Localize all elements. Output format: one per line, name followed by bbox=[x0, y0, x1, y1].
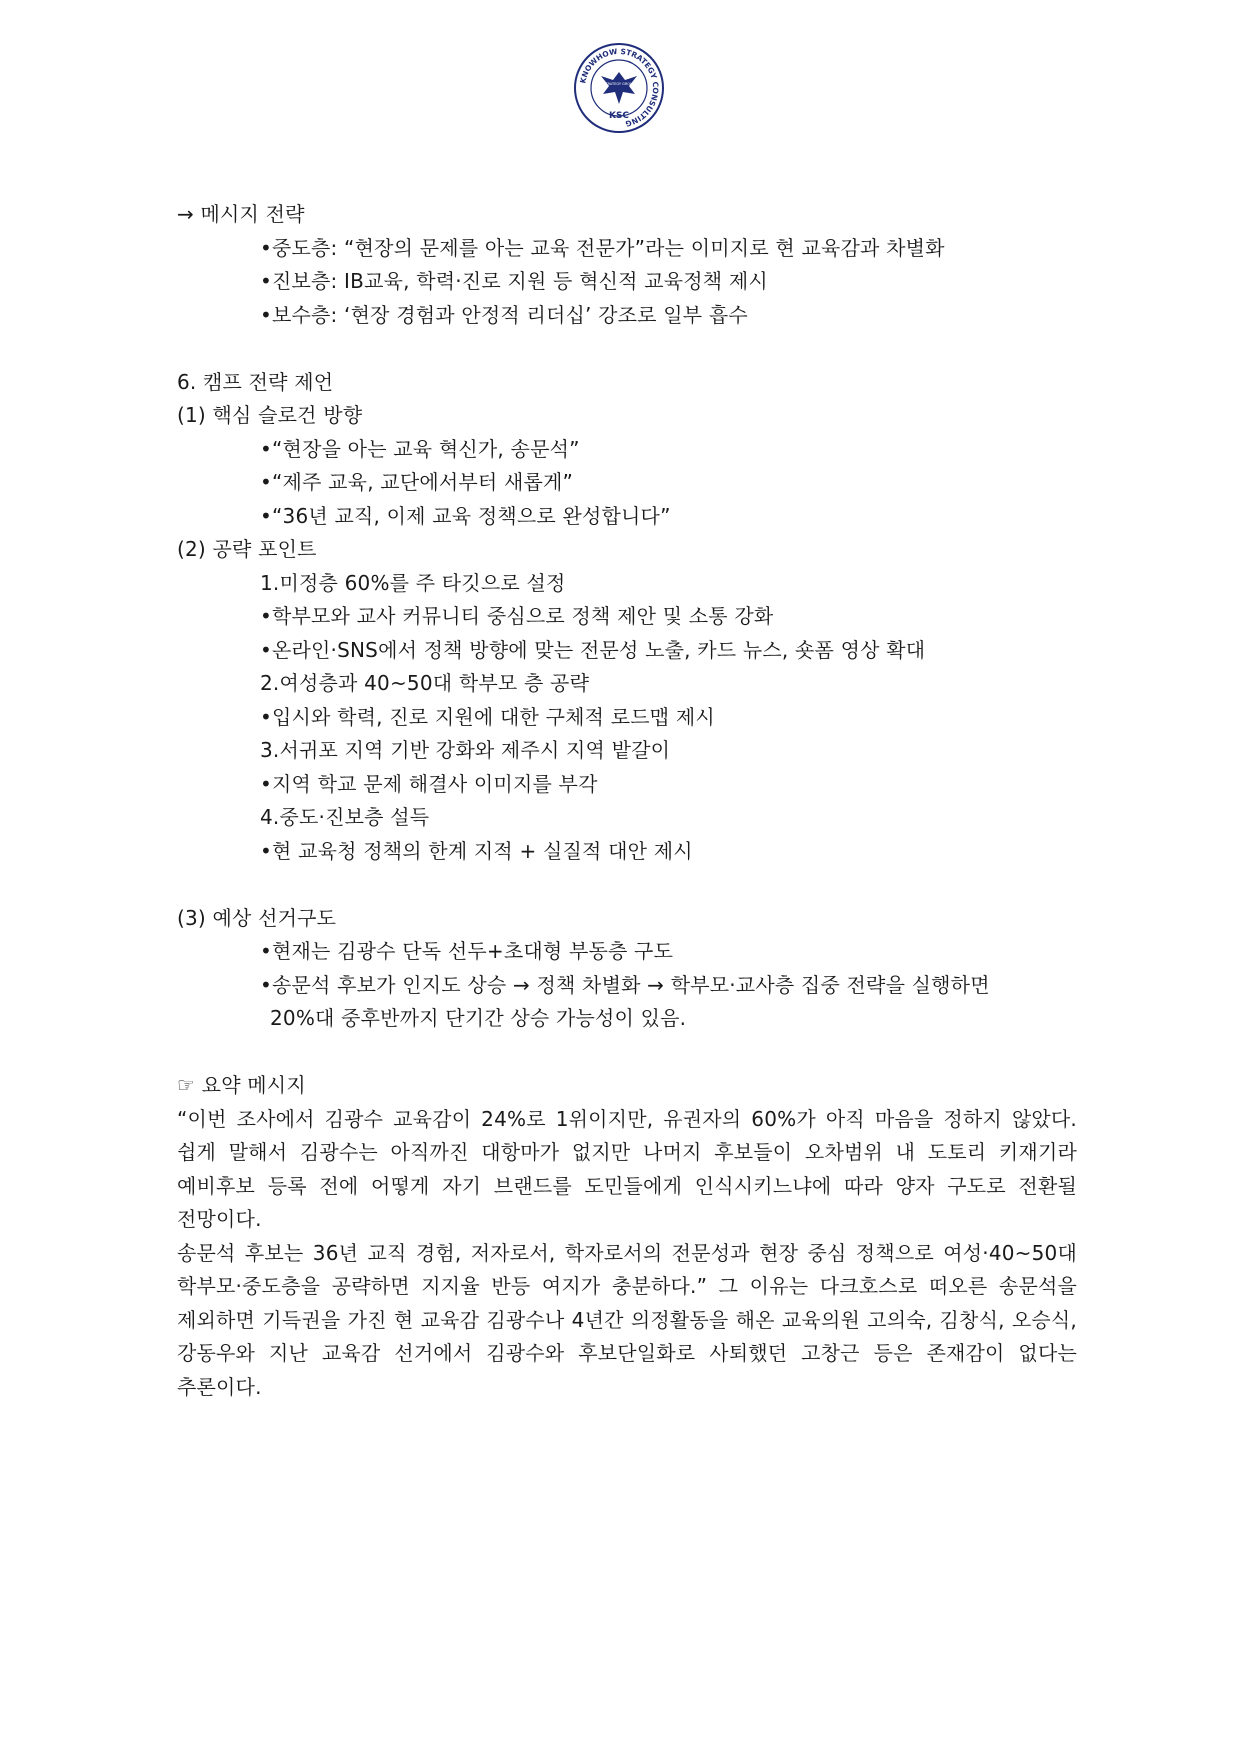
point-item: •온라인·SNS에서 정책 방향에 맞는 전문성 노출, 카드 뉴스, 숏폼 영상 확대 bbox=[260, 637, 926, 662]
eagle-icon bbox=[601, 72, 637, 104]
point-heading: 1.미정층 60%를 주 타깃으로 설정 bbox=[260, 570, 566, 595]
summary-paragraph: 송문석 후보는 36년 교직 경험, 저자로서, 학자로서의 전문성과 현장 중심 정책으로 여성·40~50대 학부모·중도층을 공략하면 지지율 반등 여지가 충분하다.” 그 이유는 다크호스로 떠오른 송문석을 제외하면 기득권을 가진 현 교육감 김광수나 4년간 의정활동을 해온 교육의원 고의숙, 김창식, 오승식, 강동우와 지난 교육감 선거에서 김광수와 후보단일화로 사퇴했던 고창근 등은 존재감이 없다는 추론이다. bbox=[177, 1240, 1077, 1399]
slogan-item: •“제주 교육, 교단에서부터 새롭게” bbox=[260, 470, 574, 494]
point-item: •현 교육청 정책의 한계 지적 + 실질적 대안 제시 bbox=[260, 838, 693, 863]
point-item: •입시와 학력, 진로 지원에 대한 구체적 로드맵 제시 bbox=[260, 704, 715, 729]
document-body bbox=[177, 198, 1077, 1404]
slogan-item: •“현장을 아는 교육 혁신가, 송문석” bbox=[260, 436, 580, 461]
company-logo bbox=[573, 42, 665, 134]
slogan-item: •“36년 교직, 이제 교육 정책으로 완성합니다” bbox=[260, 503, 671, 528]
message-item: •중도층: “현장의 문제를 아는 교육 전문가”라는 이미지로 현 교육감과 차별화 bbox=[260, 235, 945, 260]
election-item: •현재는 김광수 단독 선두+초대형 부동층 구도 bbox=[260, 939, 674, 963]
point-heading: 4.중도·진보층 설득 bbox=[260, 805, 430, 829]
message-item: •보수층: ‘현장 경험과 안정적 리더십’ 강조로 일부 흡수 bbox=[260, 302, 748, 327]
summary-paragraph: “이번 조사에서 김광수 교육감이 24%로 1위이지만, 유권자의 60%가 아직 마음을 정하지 않았다. 쉽게 말해서 김광수는 아직까진 대항마가 없지만 나머지 후보들이 오차범위 내 도토리 키재기라 예비후보 등록 전에 어떻게 자기 브랜드를 도민들에게 인식시키느냐에 따라 양자 구도로 전환될 전망이다. bbox=[177, 1106, 1077, 1231]
subsection-heading: (2) 공략 포인트 bbox=[177, 537, 317, 561]
logo-inner-text: STRATEGY GROUP bbox=[603, 82, 635, 86]
election-item: •송문석 후보가 인지도 상승 → 정책 차별화 → 학부모·교사층 집중 전략을 실행하면 bbox=[260, 972, 990, 997]
point-item: •지역 학교 문제 해결사 이미지를 부각 bbox=[260, 771, 598, 796]
point-heading: 2.여성층과 40~50대 학부모 층 공략 bbox=[260, 671, 590, 695]
message-strategy-heading: → 메시지 전략 bbox=[177, 202, 305, 226]
point-heading: 3.서귀포 지역 기반 강화와 제주시 지역 밭갈이 bbox=[260, 738, 671, 762]
election-item-continued: 20%대 중후반까지 단기간 상승 가능성이 있음. bbox=[270, 1006, 687, 1030]
summary-heading: ☞ 요약 메시지 bbox=[177, 1073, 306, 1097]
subsection-heading: (1) 핵심 슬로건 방향 bbox=[177, 403, 363, 427]
logo-ring-text: KNOWHOW STRATEGY CONSULTING bbox=[578, 46, 661, 129]
point-item: •학부모와 교사 커뮤니티 중심으로 정책 제안 및 소통 강화 bbox=[260, 604, 774, 628]
logo-center-text: KSC bbox=[608, 111, 630, 121]
subsection-heading: (3) 예상 선거구도 bbox=[177, 905, 337, 930]
section-heading: 6. 캠프 전략 제언 bbox=[177, 369, 334, 394]
message-item: •진보층: IB교육, 학력·진로 지원 등 혁신적 교육정책 제시 bbox=[260, 269, 768, 293]
